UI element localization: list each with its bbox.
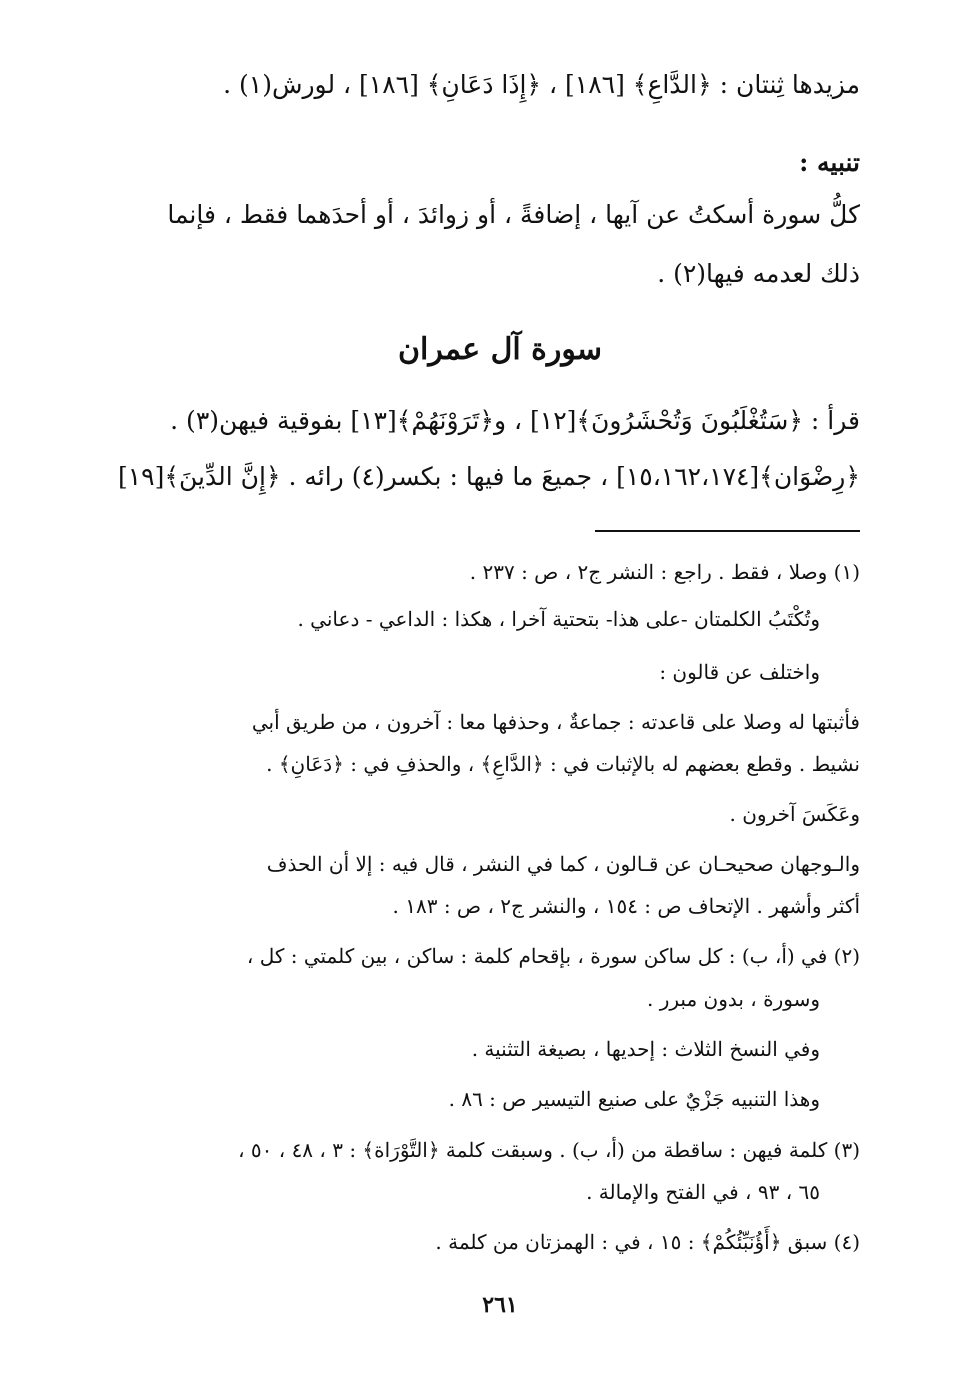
footnote-line: فأثبتها له وصلا على قاعدته : جماعةٌ ، وحذفها معا : آخرون ، من طريق أبي: [251, 710, 860, 734]
footnote-line: (٢) في (أ، ب) : كل ساكن سورة ، بإقحام كلمة : ساكن ، بين كلمتي : كل ،: [246, 944, 860, 968]
footnote-line: وتُكْتَبُ الكلمتان -على هذا- بتحتية آخرا ، هكذا : الداعي - دعاني .: [297, 607, 820, 631]
text-line: ﴿رِضْوَان﴾[١٥،١٦٢،١٧٤] ، جميعَ ما فيها : بكسر(٤) رائه . ﴿إِنَّ الدِّينَ﴾[١٩]: [117, 462, 860, 491]
footnote-line: وسورة ، بدون مبرر .: [647, 987, 820, 1011]
footnote-divider: [595, 530, 860, 532]
footnote-line: والـوجهان صحيحـان عن قـالون ، كما في النشر ، قال فيه : إلا أن الحذف: [266, 852, 860, 876]
page-number: ٢٦١: [482, 1292, 518, 1318]
text-line: قرأ : ﴿سَتُغْلَبُونَ وَتُحْشَرُونَ﴾[١٢] ، و﴿تَرَوْنَهُمْ﴾[١٣] بفوقية فيهن(٣) .: [170, 406, 860, 435]
footnote-line: (٣) كلمة فيهن : ساقطة من (أ، ب) . وسبقت كلمة ﴿التَّوْرَاة﴾ : ٣ ، ٤٨ ، ٥٠ ،: [238, 1138, 860, 1162]
footnote-line: وفي النسخ الثلاث : إحديها ، بصيغة التثنية .: [471, 1037, 820, 1061]
footnote-line: (٤) سبق ﴿أَؤُنَبِّئُكُمْ﴾ : ١٥ ، في : الهمزتان من كلمة .: [435, 1230, 860, 1254]
text-line: ذلك لعدمه فيها(٢) .: [657, 259, 860, 288]
footnote-line: (١) وصلا ، فقط . راجع : النشر ج٢ ، ص : ٢٣٧ .: [469, 560, 860, 584]
text-line: مزيدها ثِنتان : ﴿الدَّاعِ﴾ [١٨٦] ، ﴿إِذَا دَعَانِ﴾ [١٨٦] ، لورش(١) .: [223, 70, 860, 99]
footnote-line: وهذا التنبيه جَزْيٌ على صنيع التيسير ص : ٨٦ .: [448, 1087, 820, 1111]
footnote-line: نشيط . وقطع بعضهم له بالإثبات في : ﴿الدَّاعِ﴾ ، والحذفِ في : ﴿دَعَانِ﴾ .: [266, 752, 860, 776]
page: [117, 0, 860, 1384]
footnote-line: أكثر وأشهر . الإتحاف ص : ١٥٤ ، والنشر ج٢ ، ص : ١٨٣ .: [392, 894, 860, 918]
text-line: كلُّ سورة أسكتُ عن آيها ، إضافةً ، أو زوائدَ ، أو أحدَهما فقط ، فإنما: [167, 200, 860, 229]
surah-title: سورة آل عمران: [397, 332, 603, 367]
note-heading: تنبيه :: [799, 148, 860, 177]
footnote-line: وعَكَسَ آخرون .: [729, 802, 860, 826]
footnote-line: ٦٥ ، ٩٣ ، في الفتح والإمالة .: [586, 1180, 820, 1204]
footnote-line: واختلف عن قالون :: [659, 660, 820, 684]
